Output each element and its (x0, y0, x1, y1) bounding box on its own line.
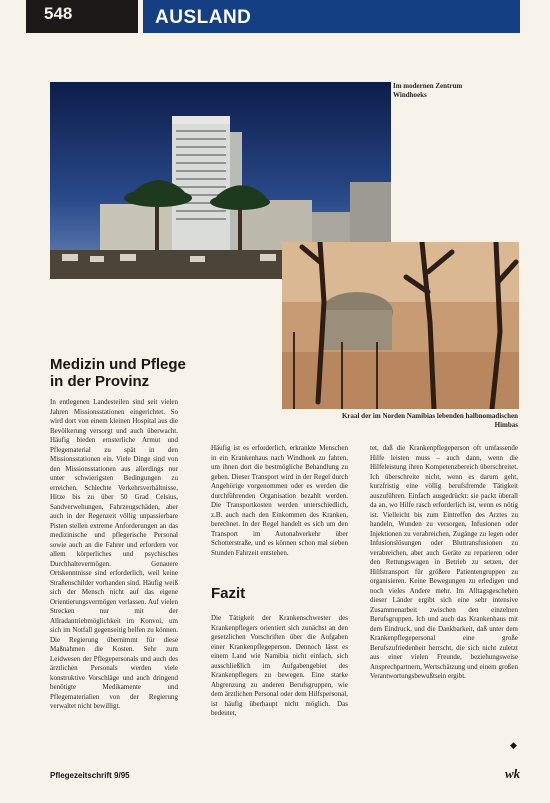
text-column-2-fazit (211, 614, 348, 750)
paragraph: tet, daß die Krankenpflegeperson oft umfassende Hilfe leisten muss – auch dann, wenn die Hilfeleistung ihren Kompetenzbereich überschreitet. Ich überschreite nicht, wenn es darum geht, kurzfristig eine völlig berufsfremde Tätigkeit auszuführen. Einfach ausgedrückt: sie packt überall da an, wo Hilfe rasch erforderlich ist, wenn es nötig ist. Vielleicht bis zum Eintreffen des Arztes zu handeln, Wunden zu versorgen, Infusionen oder Injektionen zu verabreichen, Zugänge zu legen oder Infusionslösungen oder Bluttransfusionen zu verabreichen, aber auch Geräte zu reparieren oder den Rettungswagen in Betrieb zu setzen, der Hilfstransport für größere Patientengruppen zu organisieren. Keine Bewegungen zu erledigen und noch vieles Andere mehr. Im Alltagsgeschehen dieser Länder ergibt sich eine sehr intensive Zusammenarbeit zwischen den einzelnen Berufsgruppen. Ich und auch das Krankenhaus mit dem Eindruck, und die Dankbarkeit, daß unter dem Krankenpflegepersonal eine große Berufszufriedenheit herrscht, die sich nicht zuletzt aus einer vielen Freunde, beziehungsweise Ansprechpartnern, Wertschätzung und einem großen Verantwortungsbewußtsein ergibt. (370, 444, 518, 680)
photo-caption-himba: Kraal der im Norden Namibias lebenden halbnomadischen Himbas (341, 412, 518, 429)
text-column-3 (370, 444, 518, 750)
publisher-logo: wk (505, 766, 521, 781)
page-number: 548 (44, 4, 73, 23)
paragraph: In entlegenen Landesteilen sind seit vielen Jahren Missionsstationen eingerichtet. So wird dort von einem kleinen Hospital aus die Bevölkerung versorgt und auch überwacht. Häufig bieden ernsterliche Armut und Pflegematerial zu spät in den Missionsstationen ein. Viele Dinge sind von den Missionsstationen aus allerdings nur unter schwierigsten Bedingungen zu erreichen. Schlechte Verkehrsverhältnisse, Hitze bis zu über 50 Grad Celsius, Sandverwehungen, Fahrzeugschäden, aber auch in der Regenzeit völlig unpassierbare Pisten stellen extreme Anforderungen an das medizinische und pflegerische Personal sowie auch an die Fahrer und erfordern vor allem körperliches und psychisches Durchhaltevermögen. Genauere Ortskenntnisse sind erforderlich, weil keine Straßenschilder vorhanden sind. Häufig weiß sich der Mensch nicht auf das eigene Orientierungsvermögen verlassen. Auf vielen Strecken nur mit der Allradantriebmöglichkeit im Konvoi, um sich im Notfall gegenseitig helfen zu können. Die Regierung übernimmt für diese Maßnahmen die Kosten. Sehr zum Leidwesen der Pflegepersonals und auch des ärztlichen Personals werden viele konstruktive Vorschläge und auch dringend benötigte Medikamente und Pflegematerialien von der Regierung verwaltet nicht bewilligt. (50, 398, 178, 710)
photo-caption-windhoek: Im modernen Zentrum Windhoeks (393, 82, 463, 99)
text-column-1 (50, 398, 178, 750)
page-number-block (26, 0, 138, 33)
article-end-mark: ◆ (510, 740, 517, 750)
journal-footer: Pflegezeitschrift 9/95 (50, 771, 130, 780)
paragraph: Die Tätigkeit der Krankenschwester des Krankenpflegers orientiert sich zunächst an den gesetzlichen Vorschriften über die Aufgaben einer Krankenpflegeperson. Dennoch lässt es einem Land wie Namibia nicht einfach, sich ausschließlich im Aufgabengebiet des Krankenpflegers zu bewegen. Eine starke Abgrenzung zu anderen Berufsgruppen, wie dem ärztlichen Personal oder dem Hilfspersonal, ist häufig überhaupt nicht möglich. Das bedeutet, (211, 614, 348, 717)
section-title: AUSLAND (155, 7, 252, 28)
paragraph: Häufig ist es erforderlich, erkrankte Menschen in ein Krankenhaus nach Windhoek zu fahren, um ihnen dort die bestmögliche Behandlung zu geben. Dieser Transport wird in der Regel durch Angehörige vorgenommen oder es werden die durchführenden Organisation bezahlt werden. Die Transportkosten werden unterschiedlich, z.B. auch nach den Einkommen des Kranken, berechnet. In der Regel handelt es sich um den Transport im Autonahverkehr über Schotterstraße, und es können schon mal sieben Stunden Fahrzeit entstehen. (211, 444, 348, 557)
photo-himba-kraal (282, 242, 519, 409)
fazit-heading: Fazit (211, 585, 246, 602)
article-title: Medizin und Pflege in der Provinz (50, 356, 186, 390)
text-column-2 (211, 444, 348, 580)
